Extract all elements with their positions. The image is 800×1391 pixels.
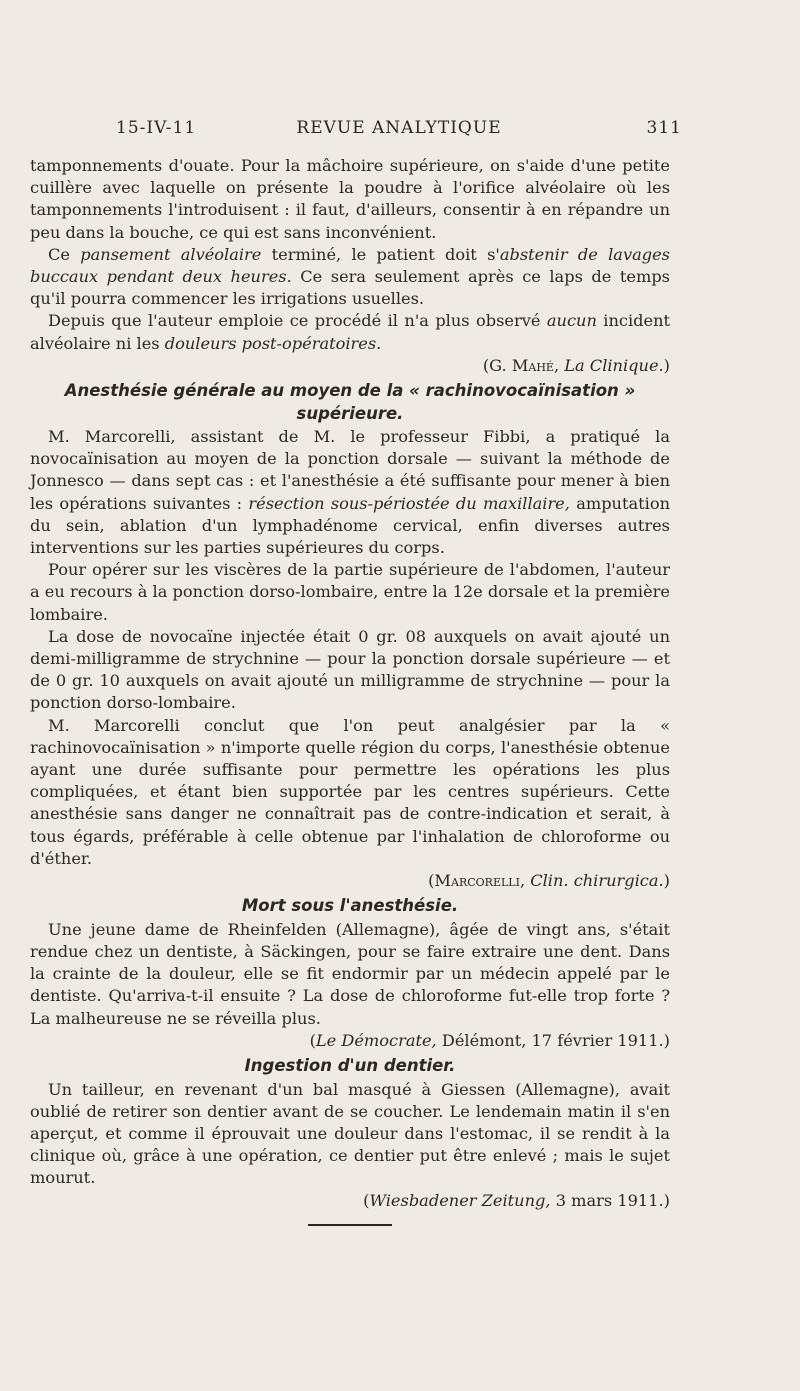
paragraph-depuis: Depuis que l'auteur emploie ce procédé il n'a plus observé aucun incident alvéolaire ni les douleurs post-opératoires.: [30, 311, 670, 353]
article-body: [30, 155, 670, 1226]
section-heading-mort: Mort sous l'anesthésie.: [241, 896, 459, 916]
running-header: [116, 118, 682, 144]
paragraph-tailleur: Un tailleur, en revenant d'un bal masqué à Giessen (Allemagne), avait oublié de retirer son dentier avant de se coucher. Le lendemain matin il s'en aperçut, et comme il éprouvait une douleur dans l'estomac, il se rendit à la clinique où, grâce à une opération, ce dentier put être enlevé ; mais le sujet mourut.: [30, 1079, 670, 1188]
paragraph-dose: La dose de novocaïne injectée était 0 gr. 08 auxquels on avait ajouté un demi-milligramme de strychnine — pour la ponction dorsale supérieure — et de 0 gr. 10 auxquels on avait ajouté un milligramme de strychnine — pour la ponction dorso-lombaire.: [30, 626, 670, 713]
issue-date: 15-IV-11: [116, 118, 197, 138]
section-heading-anesthesie: Anesthésie générale au moyen de la « rachinovocaïnisation » supérieure.: [64, 381, 636, 423]
source-citation-democrate: (Le Démocrate, Délémont, 17 février 1911.): [309, 1030, 670, 1050]
journal-title: REVUE ANALYTIQUE: [296, 118, 502, 138]
source-citation-wiesbadener: (Wiesbadener Zeitung, 3 mars 1911.): [363, 1190, 670, 1210]
source-citation-marcorelli: (Marcorelli, Clin. chirurgica.): [428, 871, 670, 891]
end-rule: [308, 1224, 392, 1226]
paragraph-marcorelli: M. Marcorelli, assistant de M. le professeur Fibbi, a pratiqué la novocaïnisation au moyen de la ponction dorsale — suivant la méthode de Jonnesco — dans sept cas : et l'anesthésie a été suffisante pour mener à bien les opérations suivantes : résection sous-périostée du maxillaire, amputation du sein, ablation d'un lymphadénome cervical, enfin diverses autres interventions sur les parties supérieures du corps.: [30, 427, 670, 558]
paragraph-conclusion: M. Marcorelli conclut que l'on peut analgésier par la « rachinovocaïnisation » n'importe quelle région du corps, l'anesthésie obtenue ayant une durée suffisante pour permettre les opérations les plus compliquées, et étant bien supportée par les centres supérieurs. Cette anesthésie sans danger ne connaîtrait pas de contre-indication et serait, à tous égards, préférable à celle obtenue par l'inhalation de chloroforme ou d'éther.: [30, 715, 670, 868]
paragraph-pansement: Ce pansement alvéolaire terminé, le patient doit s'abstenir de lavages buccaux pendant deux heures. Ce sera seulement après ce laps de temps qu'il pourra commencer les irrigations usuelles.: [30, 244, 670, 309]
source-citation-mahe: (G. Mahé, La Clinique.): [482, 355, 670, 375]
page-number: 311: [646, 118, 682, 138]
paragraph-jeune-dame: Une jeune dame de Rheinfelden (Allemagne), âgée de vingt ans, s'était rendue chez un dentiste, à Säckingen, pour se faire extraire une dent. Dans la crainte de la douleur, elle se fit endormir par un médecin appelé par le dentiste. Qu'arriva-t-il ensuite ? La dose de chloroforme fut-elle trop forte ? La malheureuse ne se réveilla plus.: [30, 919, 670, 1028]
paragraph-viscere: Pour opérer sur les viscères de la partie supérieure de l'abdomen, l'auteur a eu recours à la ponction dorso-lombaire, entre la 12e dorsale et la première lombaire.: [30, 560, 670, 624]
paragraph-continuation: tamponnements d'ouate. Pour la mâchoire supérieure, on s'aide d'une petite cuillère avec laquelle on présente la poudre à l'orifice alvéolaire où les tamponnements l'introduisent : il faut, d'ailleurs, consentir à en répandre un peu dans la bouche, ce qui est sans inconvénient.: [30, 156, 670, 242]
section-heading-dentier: Ingestion d'un dentier.: [244, 1056, 456, 1076]
